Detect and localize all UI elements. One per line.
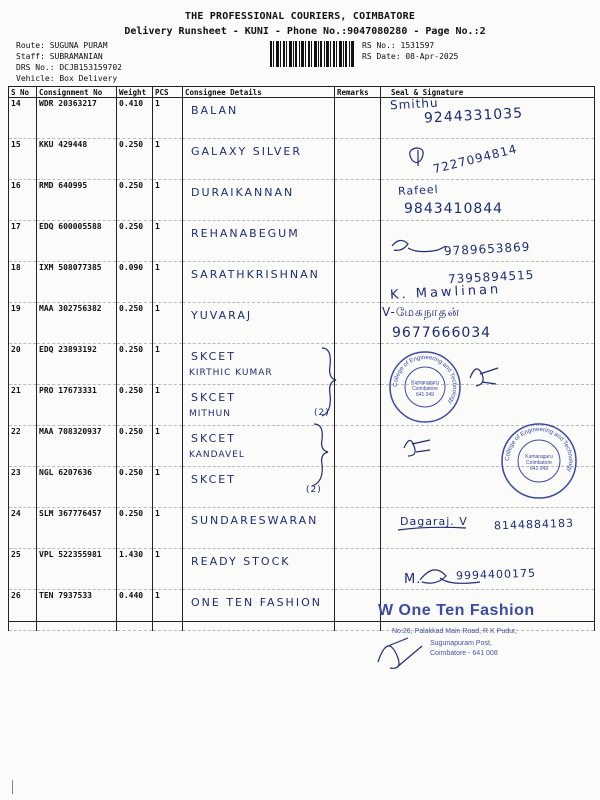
table-row xyxy=(9,590,595,631)
row-sno: 14 xyxy=(9,98,37,139)
sig-18-name: K. Mawlinan xyxy=(389,282,502,303)
row-consignee xyxy=(183,467,335,508)
table-row xyxy=(9,549,595,590)
row-pcs: 1 xyxy=(153,221,183,262)
barcode xyxy=(270,41,354,67)
sig-25-phone: 9994400175 xyxy=(455,566,537,583)
row-seal xyxy=(381,180,595,221)
sig-24-phone: 8144884183 xyxy=(493,516,575,533)
drs-text: DRS No.: DCJB153159702 xyxy=(16,63,122,72)
row-consignee xyxy=(183,303,335,344)
row-seal xyxy=(381,221,595,262)
row-remarks xyxy=(335,262,381,303)
row-remarks xyxy=(335,344,381,385)
col-sno: S No xyxy=(9,87,37,98)
consignee-handwriting: READY STOCK xyxy=(191,555,291,568)
sig-19-phone: 9677666034 xyxy=(392,325,492,341)
row-sno: 15 xyxy=(9,139,37,180)
staff-text: Staff: SUBRAMANIAN xyxy=(16,52,103,61)
one-ten-brand: W One Ten Fashion xyxy=(378,602,535,619)
one-ten-addr2: Sugunapuram Post, xyxy=(430,640,492,647)
row-consignee xyxy=(183,98,335,139)
row-remarks xyxy=(335,467,381,508)
row-weight: 0.250 xyxy=(117,426,153,467)
company-title: THE PROFESSIONAL COURIERS, COIMBATORE xyxy=(184,11,416,22)
row-weight: 0.090 xyxy=(117,262,153,303)
bracket-mark-2: (2) xyxy=(306,485,322,495)
row-sno: 21 xyxy=(9,385,37,426)
row-sno: 22 xyxy=(9,426,37,467)
table-row xyxy=(9,467,595,508)
table-row xyxy=(9,262,595,303)
bracket-mark-1: (2) xyxy=(314,408,330,418)
row-sno: 18 xyxy=(9,262,37,303)
col-consignment: Consignment No xyxy=(37,87,117,98)
row-consignee xyxy=(183,180,335,221)
consignee-handwriting: SKCET xyxy=(191,473,236,486)
row-pcs: 1 xyxy=(153,385,183,426)
consignee-handwriting-line2: KANDAVEL xyxy=(189,450,245,460)
row-remarks xyxy=(335,590,381,631)
row-sno: 16 xyxy=(9,180,37,221)
row-seal xyxy=(381,262,595,303)
table-row xyxy=(9,180,595,221)
table-body xyxy=(9,95,595,631)
row-weight: 0.410 xyxy=(117,98,153,139)
row-consignment: WDR 20363217 xyxy=(37,98,117,139)
route-text: Route: SUGUNA PURAM xyxy=(16,41,108,50)
sig-25-name: M. xyxy=(404,572,422,587)
row-pcs: 1 xyxy=(153,508,183,549)
row-pcs: 1 xyxy=(153,180,183,221)
meta-left xyxy=(16,40,122,84)
row-sno: 25 xyxy=(9,549,37,590)
sig-18-phone: 7395894515 xyxy=(447,267,535,287)
consignee-handwriting: GALAXY SILVER xyxy=(191,145,302,158)
row-consignee xyxy=(183,590,335,631)
row-weight: 0.250 xyxy=(117,385,153,426)
row-seal xyxy=(381,385,595,426)
consignee-handwriting: REHANABEGUM xyxy=(191,227,300,240)
row-consignment: TEN 7937533 xyxy=(37,590,117,631)
college-center-1c: 641 049 xyxy=(415,392,435,398)
row-consignment: SLM 367776457 xyxy=(37,508,117,549)
row-seal xyxy=(381,426,595,467)
table-bottom-rule xyxy=(8,621,594,622)
sig-14-phone: 9244331035 xyxy=(423,105,524,127)
consignee-handwriting: SUNDARESWARAN xyxy=(191,514,319,527)
row-pcs: 1 xyxy=(153,303,183,344)
vehicle-text: Vehicle: Box Delivery xyxy=(16,74,118,83)
sig-15-phone: 7227094814 xyxy=(431,141,519,177)
college-center-2a: Kumaraguru xyxy=(525,454,553,460)
row-weight: 0.250 xyxy=(117,344,153,385)
row-consignee xyxy=(183,139,335,180)
row-consignment: RMD 640995 xyxy=(37,180,117,221)
table-row xyxy=(9,221,595,262)
table-row xyxy=(9,98,595,139)
row-pcs: 1 xyxy=(153,139,183,180)
college-ring-text-2: College of Engineering and Technology xyxy=(504,426,574,473)
college-center-2b: Coimbatore xyxy=(526,460,552,466)
row-consignment: MAA 708320937 xyxy=(37,426,117,467)
table-row xyxy=(9,139,595,180)
consignee-handwriting-line2: MITHUN xyxy=(189,409,232,419)
row-consignee xyxy=(183,508,335,549)
row-consignee xyxy=(183,426,335,467)
college-ring-text-1: College of Engineering and Technology xyxy=(392,354,458,405)
row-remarks xyxy=(335,98,381,139)
table-header-row xyxy=(9,87,595,98)
consignee-handwriting: SARATHKRISHNAN xyxy=(191,268,320,281)
consignee-handwriting: SKCET xyxy=(191,391,236,404)
col-weight: Weight xyxy=(117,87,153,98)
table-row xyxy=(9,508,595,549)
col-pcs: PCS xyxy=(153,87,183,98)
sig-16-name: Rafeel xyxy=(397,182,439,199)
row-weight: 0.250 xyxy=(117,180,153,221)
sig-17-phone: 9789653869 xyxy=(443,239,531,259)
row-consignment: NGL 6207636 xyxy=(37,467,117,508)
col-seal: Seal & Signature xyxy=(381,87,595,98)
row-consignment: VPL 522355981 xyxy=(37,549,117,590)
consignee-handwriting: BALAN xyxy=(191,104,239,117)
row-sno: 19 xyxy=(9,303,37,344)
row-consignee xyxy=(183,262,335,303)
row-consignment: EDQ 23893192 xyxy=(37,344,117,385)
sig-14-name: Smithu xyxy=(389,95,439,113)
sig-16-phone: 9843410844 xyxy=(404,201,504,217)
row-remarks xyxy=(335,426,381,467)
row-pcs: 1 xyxy=(153,98,183,139)
table-row xyxy=(9,344,595,385)
consignee-handwriting: ONE TEN FASHION xyxy=(191,596,322,609)
row-seal xyxy=(381,303,595,344)
row-seal xyxy=(381,590,595,631)
row-sno: 23 xyxy=(9,467,37,508)
row-weight: 0.440 xyxy=(117,590,153,631)
row-remarks xyxy=(335,139,381,180)
table-row xyxy=(9,426,595,467)
row-consignment: KKU 429448 xyxy=(37,139,117,180)
col-remarks: Remarks xyxy=(335,87,381,98)
consignee-handwriting: SKCET xyxy=(191,350,236,363)
row-seal xyxy=(381,467,595,508)
rs-date: RS Date: 08-Apr-2025 xyxy=(362,52,459,61)
row-weight: 0.250 xyxy=(117,221,153,262)
row-pcs: 1 xyxy=(153,590,183,631)
row-remarks xyxy=(335,221,381,262)
runsheet-table xyxy=(8,86,595,631)
row-weight: 0.250 xyxy=(117,467,153,508)
meta-right xyxy=(362,40,458,62)
sig-19-name: V-மேகநாதன் xyxy=(382,305,461,319)
row-remarks xyxy=(335,385,381,426)
row-consignee xyxy=(183,385,335,426)
row-pcs: 1 xyxy=(153,344,183,385)
row-consignee xyxy=(183,344,335,385)
row-weight: 0.250 xyxy=(117,303,153,344)
rs-number: RS No.: 1531597 xyxy=(362,41,435,50)
row-sno: 26 xyxy=(9,590,37,631)
table-row xyxy=(9,303,595,344)
row-seal xyxy=(381,549,595,590)
row-weight: 0.250 xyxy=(117,139,153,180)
sig-24-name: Dagaraj. V xyxy=(400,515,468,528)
row-seal xyxy=(381,139,595,180)
row-consignment: IXM 508077385 xyxy=(37,262,117,303)
row-weight: 0.250 xyxy=(117,508,153,549)
row-remarks xyxy=(335,549,381,590)
row-pcs: 1 xyxy=(153,467,183,508)
margin-mark xyxy=(12,780,15,794)
runsheet-subtitle: Delivery Runsheet - KUNI - Phone No.:9047080280 - Page No.:2 xyxy=(124,26,486,37)
row-consignee xyxy=(183,221,335,262)
row-seal xyxy=(381,95,595,139)
consignee-handwriting: YUVARAJ xyxy=(191,309,253,322)
row-sno: 20 xyxy=(9,344,37,385)
row-remarks xyxy=(335,303,381,344)
row-consignment: PRO 17673331 xyxy=(37,385,117,426)
consignee-handwriting-line2: KIRTHIC KUMAR xyxy=(189,368,273,378)
consignee-handwriting: DURAIKANNAN xyxy=(191,186,295,199)
one-ten-addr1: No:26, Palakkad Main Road, R K Pudur, xyxy=(392,628,517,635)
row-consignment: EDQ 600005588 xyxy=(37,221,117,262)
row-sno: 24 xyxy=(9,508,37,549)
college-center-1b: Coimbatore xyxy=(412,386,438,392)
row-pcs: 1 xyxy=(153,426,183,467)
row-pcs: 1 xyxy=(153,549,183,590)
table-row xyxy=(9,385,595,426)
row-consignment: MAA 302756382 xyxy=(37,303,117,344)
college-center-2c: 641 049 xyxy=(529,466,549,472)
row-remarks xyxy=(335,180,381,221)
row-pcs: 1 xyxy=(153,262,183,303)
row-seal xyxy=(381,508,595,549)
row-weight: 1.430 xyxy=(117,549,153,590)
consignee-handwriting: SKCET xyxy=(191,432,236,445)
row-remarks xyxy=(335,508,381,549)
row-consignee xyxy=(183,549,335,590)
one-ten-addr3: Coimbatore - 641 008 xyxy=(430,650,498,657)
college-center-1a: Kumaraguru xyxy=(411,380,439,386)
col-consignee: Consignee Details xyxy=(183,87,335,98)
row-sno: 17 xyxy=(9,221,37,262)
row-seal xyxy=(381,344,595,385)
